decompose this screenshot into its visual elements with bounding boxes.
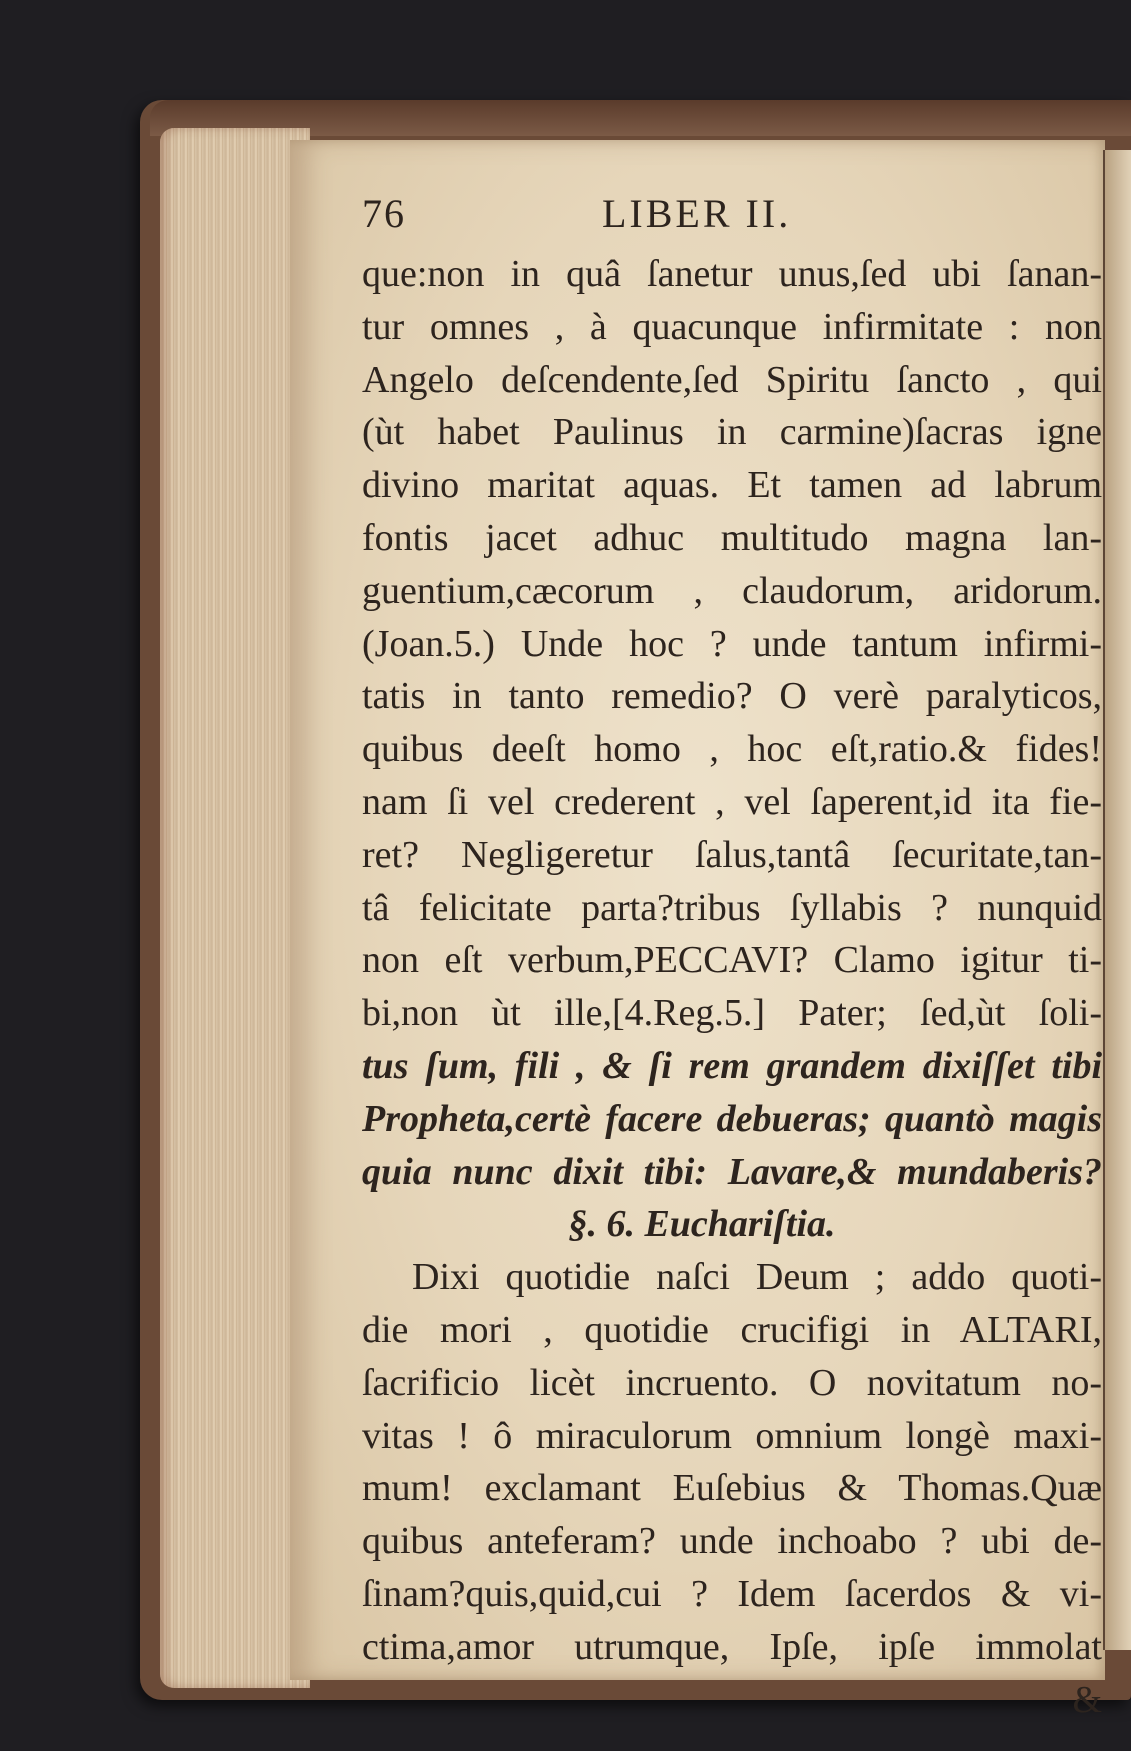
text-line: (ùt habet Paulinus in carmine)ſacras igne (362, 411, 1102, 454)
text-line: guentium,cæcorum , claudorum, aridorum. (362, 569, 1102, 612)
text-line: (Joan.5.) Unde hoc ? unde tantum infirmi- (362, 622, 1102, 665)
text-line: quia nunc dixit tibi: Lavare,& mundaberis? (362, 1150, 1102, 1193)
text-line: die mori , quotidie crucifigi in ALTARI, (362, 1308, 1102, 1351)
text-line: ſacrificio licèt incruento. O novitatum no- (362, 1361, 1102, 1404)
text-line: vitas ! ô miraculorum omnium longè maxi- (362, 1414, 1102, 1457)
text-line: tur omnes , à quacunque infirmitate : non (362, 305, 1102, 348)
catchword: & (1072, 1678, 1102, 1721)
text-line: Dixi quotidie naſci Deum ; addo quoti- (412, 1256, 1102, 1299)
text-line: mum! exclamant Euſebius & Thomas.Quæ (362, 1467, 1102, 1510)
text-line: non eſt verbum,PECCAVI? Clamo igitur ti- (362, 939, 1102, 982)
text-line: fontis jacet adhuc multitudo magna lan- (362, 516, 1102, 559)
text-line: ret? Negligeretur ſalus,tantâ ſecuritate,tan- (362, 833, 1102, 876)
section-heading: §. 6. Euchariſtia. (568, 1203, 836, 1246)
text-line: Angelo deſcendente,ſed Spiritu ſancto , qui (362, 358, 1102, 401)
text-line: quibus deeſt homo , hoc eſt,ratio.& fides! (362, 728, 1102, 771)
page-number: 76 (362, 191, 406, 236)
page-edges (160, 128, 310, 1688)
facing-page-edge (1103, 150, 1131, 1650)
running-head: LIBER II. (602, 191, 792, 236)
page-text (362, 190, 1102, 1726)
text-line: bi,non ùt ille,[4.Reg.5.] Pater; ſed,ùt ſoli- (362, 992, 1102, 1035)
text-line: tâ felicitate parta?tribus ſyllabis ? nunquid (362, 886, 1102, 929)
text-line: divino maritat aquas. Et tamen ad labrum (362, 464, 1102, 507)
page-header (362, 190, 1102, 248)
text-line: ſinam?quis,quid,cui ? Idem ſacerdos & vi- (362, 1572, 1102, 1615)
text-line: quibus anteferam? unde inchoabo ? ubi de- (362, 1520, 1102, 1563)
text-line: nam ſi vel crederent , vel ſaperent,id ita fie- (362, 780, 1102, 823)
text-line: que:non in quâ ſanetur unus,ſed ubi ſanan- (362, 253, 1102, 295)
text-line: ctima,amor utrumque, Ipſe, ipſe immolat (362, 1625, 1102, 1668)
text-line: tus ſum, fili , & ſi rem grandem dixiſſet tibi (362, 1044, 1102, 1087)
text-line: Propheta,certè facere debueras; quantò magis (362, 1097, 1102, 1140)
text-line: tatis in tanto remedio? O verè paralyticos, (362, 675, 1102, 718)
